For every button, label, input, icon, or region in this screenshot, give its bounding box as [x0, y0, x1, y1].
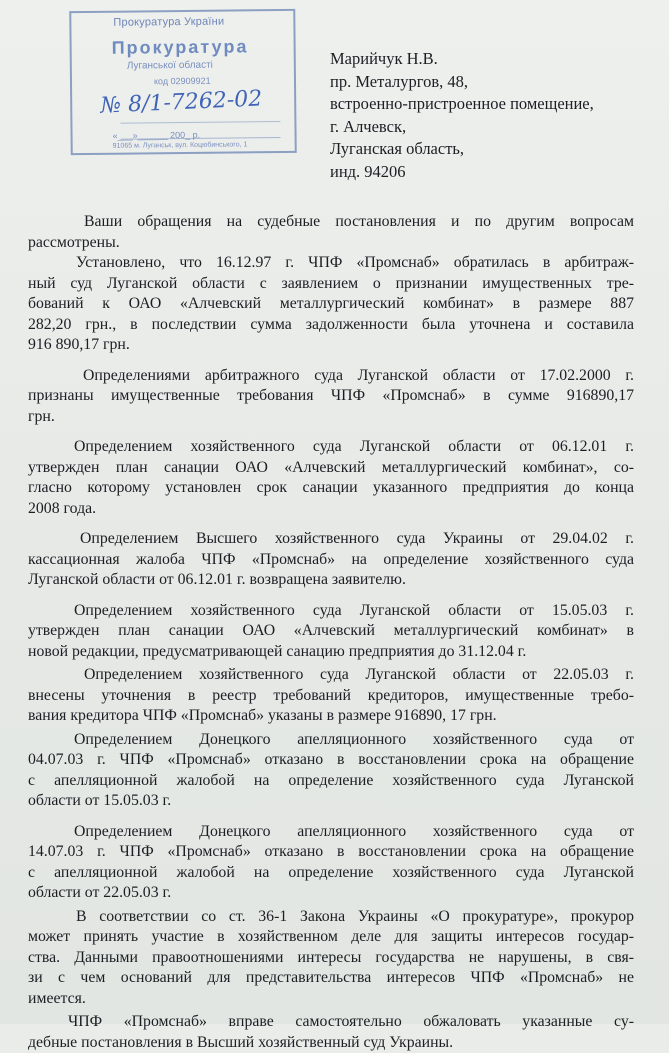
body-paragraph	[28, 529, 634, 591]
paragraph-line: ный суд Луганской области с заявлением о признании имущественных тре-	[28, 274, 634, 295]
addressee-line: встроенно-пристроенное помещение,	[330, 93, 594, 116]
paragraph-line: 14.07.03 г. ЧПФ «Промснаб» отказано в восстановлении срока на обращение	[28, 842, 634, 863]
paragraph-line: с апелляционной жалобой на определение хозяйственного суда Луганской	[28, 771, 634, 792]
paragraph-line: Ваши обращения на судебные постановления и по другим вопросам	[28, 212, 634, 233]
addressee-line: инд. 94206	[330, 161, 594, 184]
paragraph-line: дебные постановления в Высший хозяйственный суд Украины.	[28, 1033, 634, 1053]
paragraph-line: Определениями арбитражного суда Луганской области от 17.02.2000 г.	[28, 366, 634, 387]
body-paragraph	[28, 601, 634, 663]
body-paragraph	[28, 822, 634, 904]
paragraph-line: 282,20 грн., в последствии сумма задолженности была уточнена и составила	[28, 315, 634, 336]
body-paragraph	[28, 437, 634, 519]
paragraph-line: утвержден план санации ОАО «Алчевский металлургический комбинат», со-	[28, 458, 634, 479]
paragraph-line: гласно которому установлен срок санации указанного предприятия до конца	[28, 478, 634, 499]
paragraph-line: признаны имущественные требования ЧПФ «Промснаб» в сумме 916890,17	[28, 386, 634, 407]
body-paragraph	[28, 253, 634, 356]
stamp-line	[120, 121, 280, 124]
stamp-org-top: Прокуратура України	[113, 16, 224, 29]
paragraph-line: области от 22.05.03 г.	[28, 883, 634, 904]
paragraph-line: 2008 года.	[28, 499, 634, 520]
paragraph-line: грн.	[28, 407, 634, 428]
paragraph-line: кассационная жалоба ЧПФ «Промснаб» на определение хозяйственного суда	[28, 550, 634, 571]
paragraph-line: вания кредитора ЧПФ «Промснаб» указаны в размере 916890, 17 грн.	[28, 706, 634, 727]
letter-body	[28, 212, 634, 1053]
paragraph-line: В соответствии со ст. 36-1 Закона Украины «О прокуратуре», прокурор	[28, 907, 634, 928]
stamp-date-field: «___»______ 200_ р.	[113, 130, 201, 141]
registration-stamp	[69, 9, 296, 155]
paragraph-line: имеется.	[28, 989, 634, 1010]
addressee-line: пр. Металургов, 48,	[330, 71, 594, 94]
paragraph-line: Луганской области от 06.12.01 г. возвращена заявителю.	[28, 570, 634, 591]
paragraph-line: внесены уточнения в реестр требований кредиторов, имущественные требо-	[28, 686, 634, 707]
addressee-block	[330, 48, 594, 183]
paragraph-line: 04.07.03 г. ЧПФ «Промснаб» отказано в восстановлении срока на обращение	[28, 750, 634, 771]
body-paragraph	[28, 907, 634, 1010]
paragraph-line: зи с чем оснований для представительства интересов ЧПФ «Промснаб» не	[28, 968, 634, 989]
paragraph-line: области от 15.05.03 г.	[28, 791, 634, 812]
stamp-code: код 02909921	[154, 76, 211, 87]
paragraph-line: может принять участие в хозяйственном деле для защиты интересов государ-	[28, 927, 634, 948]
paragraph-line: Определением хозяйственного суда Луганской области от 06.12.01 г.	[28, 437, 634, 458]
stamp-org-main: Прокуратура	[112, 36, 249, 58]
paragraph-line: 916 890,17 грн.	[28, 335, 634, 356]
body-paragraph	[28, 665, 634, 727]
stamp-org-sub: Луганської області	[127, 60, 213, 72]
paragraph-line: бований к ОАО «Алчевский металлургический комбинат» в размере 887	[28, 294, 634, 315]
body-paragraph	[28, 730, 634, 812]
paragraph-line: Определением хозяйственного суда Луганской области от 22.05.03 г.	[28, 665, 634, 686]
paragraph-line: Определением хозяйственного суда Луганской области от 15.05.03 г.	[28, 601, 634, 622]
paragraph-line: новой редакции, предусматривающей санацию предприятия до 31.12.04 г.	[28, 642, 634, 663]
body-paragraph	[28, 1012, 634, 1053]
paragraph-line: с апелляционной жалобой на определение хозяйственного суда Луганской	[28, 863, 634, 884]
paragraph-line: Установлено, что 16.12.97 г. ЧПФ «Промснаб» обратилась в арбитраж-	[28, 253, 634, 274]
stamp-address: 91065 м. Луганськ, вул. Коцюбинського, 1	[113, 141, 248, 149]
paragraph-line: Определением Донецкого апелляционного хозяйственного суда от	[28, 822, 634, 843]
paragraph-line: Определением Донецкого апелляционного хозяйственного суда от	[28, 730, 634, 751]
paragraph-line: утвержден план санации ОАО «Алчевский металлургический комбинат» в	[28, 621, 634, 642]
body-paragraph	[28, 366, 634, 428]
paragraph-line: ЧПФ «Промснаб» вправе самостоятельно обжаловать указанные су-	[28, 1012, 634, 1033]
stamp-registration-number: № 8/1-7262-02	[100, 86, 263, 118]
addressee-line: Марийчук Н.В.	[330, 48, 594, 71]
body-paragraph	[28, 212, 634, 253]
addressee-line: г. Алчевск,	[330, 116, 594, 139]
addressee-line: Луганская область,	[330, 138, 594, 161]
paragraph-line: Определением Высшего хозяйственного суда Украины от 29.04.02 г.	[28, 529, 634, 550]
paragraph-line: рассмотрены.	[28, 233, 634, 254]
paragraph-line: ства. Данными правоотношениями интересы государства не нарушены, в свя-	[28, 948, 634, 969]
